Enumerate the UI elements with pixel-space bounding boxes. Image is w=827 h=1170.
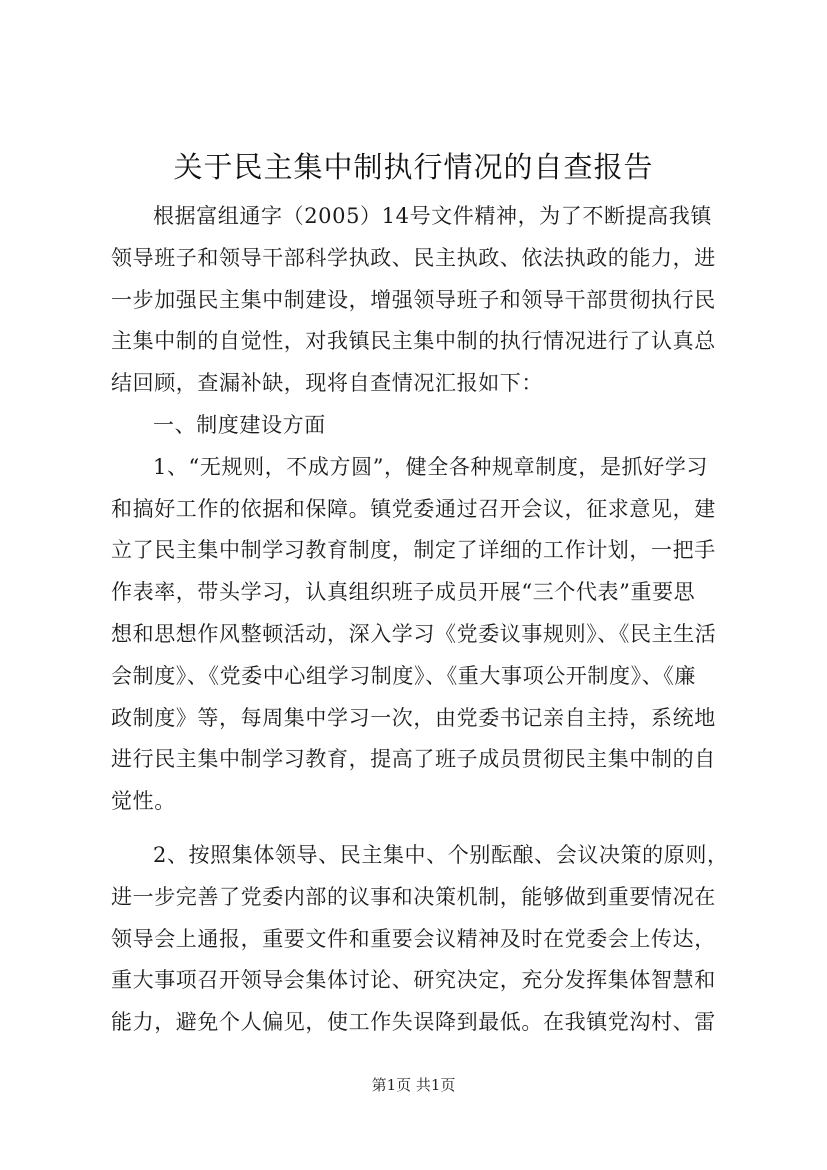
paragraph-line: 会制度》、《党委中心组学习制度》、《重大事项公开制度》、《廉 (111, 663, 696, 688)
paragraph-line: 和搞好工作的依据和保障。镇党委通过召开会议，征求意见，建 (111, 496, 716, 521)
paragraph-line: 能力，避免个人偏见，使工作失误降到最低。在我镇党沟村、雷 (111, 1010, 716, 1035)
paragraph-line: 领导班子和领导干部科学执政、民主执政、依法执政的能力，进 (111, 245, 716, 270)
paragraph-line: 立了民主集中制学习教育制度，制定了详细的工作计划，一把手 (111, 538, 716, 563)
paragraph-line: 一步加强民主集中制建设，增强领导班子和领导干部贯彻执行民 (111, 287, 716, 312)
paragraph-line: 1、“无规则，不成方圆”，健全各种规章制度，是抓好学习 (153, 454, 709, 479)
paragraph-line: 觉性。 (111, 789, 176, 814)
paragraph-line: 根据富组通字（2005）14号文件精神，为了不断提高我镇 (153, 204, 712, 228)
document-body (111, 196, 741, 1044)
paragraph-gap (111, 823, 741, 835)
section-heading: 一、制度建设方面 (153, 412, 326, 437)
paragraph-line: 重大事项召开领导会集体讨论、研究决定，充分发挥集体智慧和 (111, 968, 716, 993)
paragraph-line: 进一步完善了党委内部的议事和决策机制，能够做到重要情况在 (111, 884, 716, 909)
paragraph-line: 想和思想作风整顿活动，深入学习《党委议事规则》、《民主生活 (111, 621, 717, 646)
paragraph-line: 作表率，带头学习，认真组织班子成员开展“三个代表”重要思 (111, 580, 696, 605)
paragraph-line: 主集中制的自觉性，对我镇民主集中制的执行情况进行了认真总 (111, 329, 716, 354)
page-footer: 第1页 共1页 (371, 1076, 456, 1094)
paragraph-line: 领导会上通报，重要文件和重要会议精神及时在党委会上传达， (111, 926, 716, 951)
paragraph-line: 政制度》等，每周集中学习一次，由党委书记亲自主持，系统地 (111, 705, 716, 730)
document-title: 关于民主集中制执行情况的自查报告 (173, 150, 654, 184)
paragraph-line: 结回顾，查漏补缺，现将自查情况汇报如下： (111, 371, 543, 396)
paragraph-line: 2、按照集体领导、民主集中、个别酝酿、会议决策的原则， (153, 842, 729, 867)
paragraph-line: 进行民主集中制学习教育，提高了班子成员贯彻民主集中制的自 (111, 747, 716, 772)
